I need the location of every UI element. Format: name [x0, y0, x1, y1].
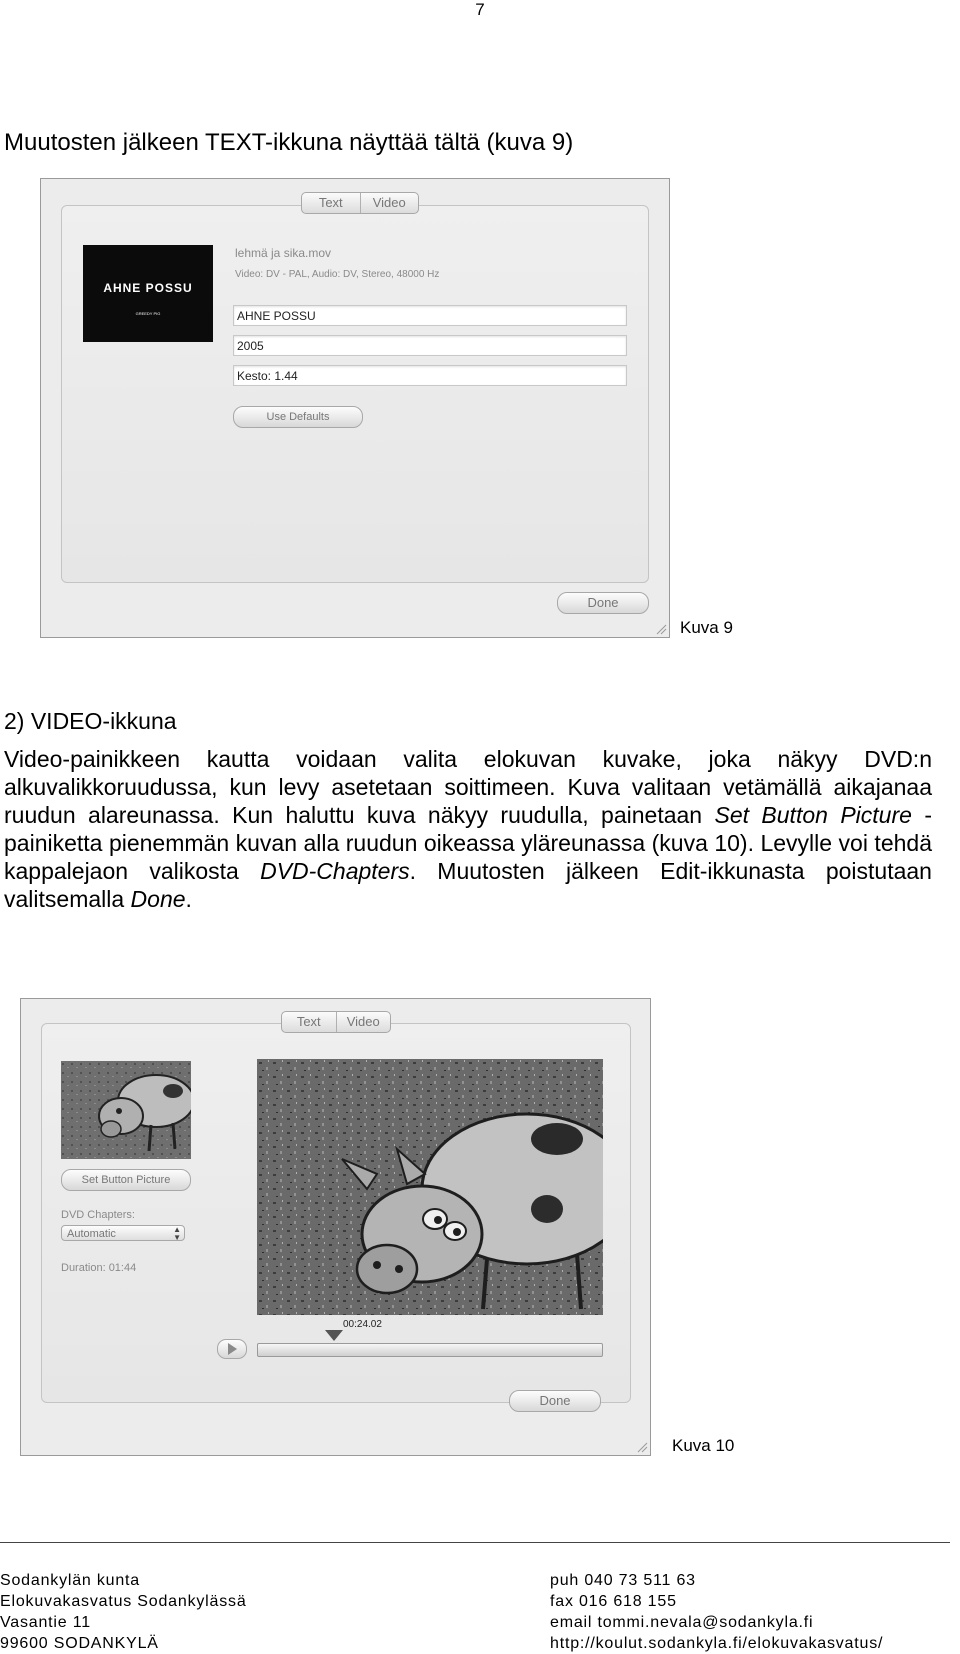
footer-dept: Elokuvakasvatus Sodankylässä: [0, 1593, 247, 1610]
paragraph-run: .: [185, 886, 192, 912]
set-button-picture-button[interactable]: Set Button Picture: [61, 1169, 191, 1191]
tab-text[interactable]: Text: [296, 1014, 321, 1029]
paragraph-run-italic: DVD-Chapters: [260, 858, 410, 884]
paragraph-run-italic: Done: [130, 886, 186, 912]
paragraph-text: [4, 745, 932, 913]
dvd-chapters-label: DVD Chapters:: [61, 1209, 135, 1221]
movie-filename: lehmä ja sika.mov: [235, 246, 332, 260]
page-heading: Muutosten jälkeen TEXT-ikkuna näyttää tältä (kuva 9): [4, 129, 574, 156]
play-button[interactable]: [217, 1339, 247, 1359]
body-paragraph: [4, 745, 932, 913]
footer-postcode: 99600 SODANKYLÄ: [0, 1635, 159, 1652]
thumbnail-subtitle: GREEDY PIG: [135, 311, 161, 316]
video-preview: [257, 1059, 603, 1315]
tab-switcher[interactable]: [301, 192, 419, 214]
figure-10-caption: Kuva 10: [672, 1436, 735, 1455]
page-number: 7: [475, 0, 485, 19]
media-info: Video: DV - PAL, Audio: DV, Stereo, 48000 Hz: [235, 269, 440, 280]
footer-phone: puh 040 73 511 63: [550, 1572, 696, 1589]
footer-org: Sodankylän kunta: [0, 1572, 141, 1589]
tab-video[interactable]: Video: [336, 1012, 391, 1032]
dvd-chapters-select[interactable]: [61, 1225, 185, 1241]
timeline-track[interactable]: [257, 1343, 603, 1357]
footer-street: Vasantie 11: [0, 1614, 91, 1631]
figure-10-screenshot: [20, 998, 651, 1456]
footer-email[interactable]: email tommi.nevala@sodankyla.fi: [550, 1614, 814, 1631]
figure-9-caption: Kuva 9: [680, 618, 733, 637]
footer-url[interactable]: http://koulut.sodankyla.fi/elokuvakasvatus/: [550, 1635, 884, 1652]
timecode-label: 00:24.02: [343, 1319, 382, 1330]
button-picture-thumbnail: [61, 1061, 191, 1159]
play-icon: [228, 1343, 237, 1355]
paragraph-run-italic: Set Button Picture: [714, 802, 912, 828]
tab-text[interactable]: Text: [318, 195, 343, 210]
use-defaults-button[interactable]: Use Defaults: [233, 406, 363, 428]
footer-left: [0, 1570, 247, 1654]
resize-grip-icon[interactable]: [636, 1441, 648, 1453]
title-thumbnail: [83, 245, 213, 342]
paragraph-run: . Muutosten jälkeen Edit-ikkunasta poistutaan valitsemalla: [4, 858, 932, 912]
paragraph-run: Video-painikkeen kautta voidaan valita elokuvan kuvake, joka näkyy DVD:n alkuvalikkoruudussa, kun levy asetetaan soittimeen. Kuva valitaan vetämällä aikajanaa ruudun alareunassa. Kun haluttu kuva näkyy ruudulla, painetaan: [4, 746, 932, 828]
select-arrows-icon: ▲ ▼: [173, 1225, 181, 1242]
section-title: 2) VIDEO-ikkuna: [4, 708, 177, 734]
footer-rule: [0, 1542, 950, 1543]
tab-switcher[interactable]: [281, 1011, 391, 1033]
year-field[interactable]: 2005: [233, 335, 627, 356]
done-button[interactable]: Done: [509, 1390, 601, 1412]
done-button[interactable]: Done: [557, 592, 649, 614]
title-field[interactable]: AHNE POSSU: [233, 305, 627, 326]
tab-video[interactable]: Video: [360, 193, 419, 213]
duration-field[interactable]: Kesto: 1.44: [233, 365, 627, 386]
footer-fax: fax 016 618 155: [550, 1593, 677, 1610]
figure-9-screenshot: [40, 178, 670, 638]
paragraph-run: -painiketta pienemmän kuvan alla ruudun oikeassa yläreunassa (kuva 10). Levylle voi tehdä kappalejaon valikosta: [4, 802, 932, 884]
dvd-chapters-value: Automatic: [67, 1228, 116, 1240]
resize-grip-icon[interactable]: [655, 623, 667, 635]
timeline-playhead[interactable]: [325, 1330, 343, 1341]
thumbnail-title: AHNE POSSU: [103, 281, 193, 295]
duration-label: Duration: 01:44: [61, 1262, 137, 1274]
footer-right: [550, 1570, 883, 1654]
